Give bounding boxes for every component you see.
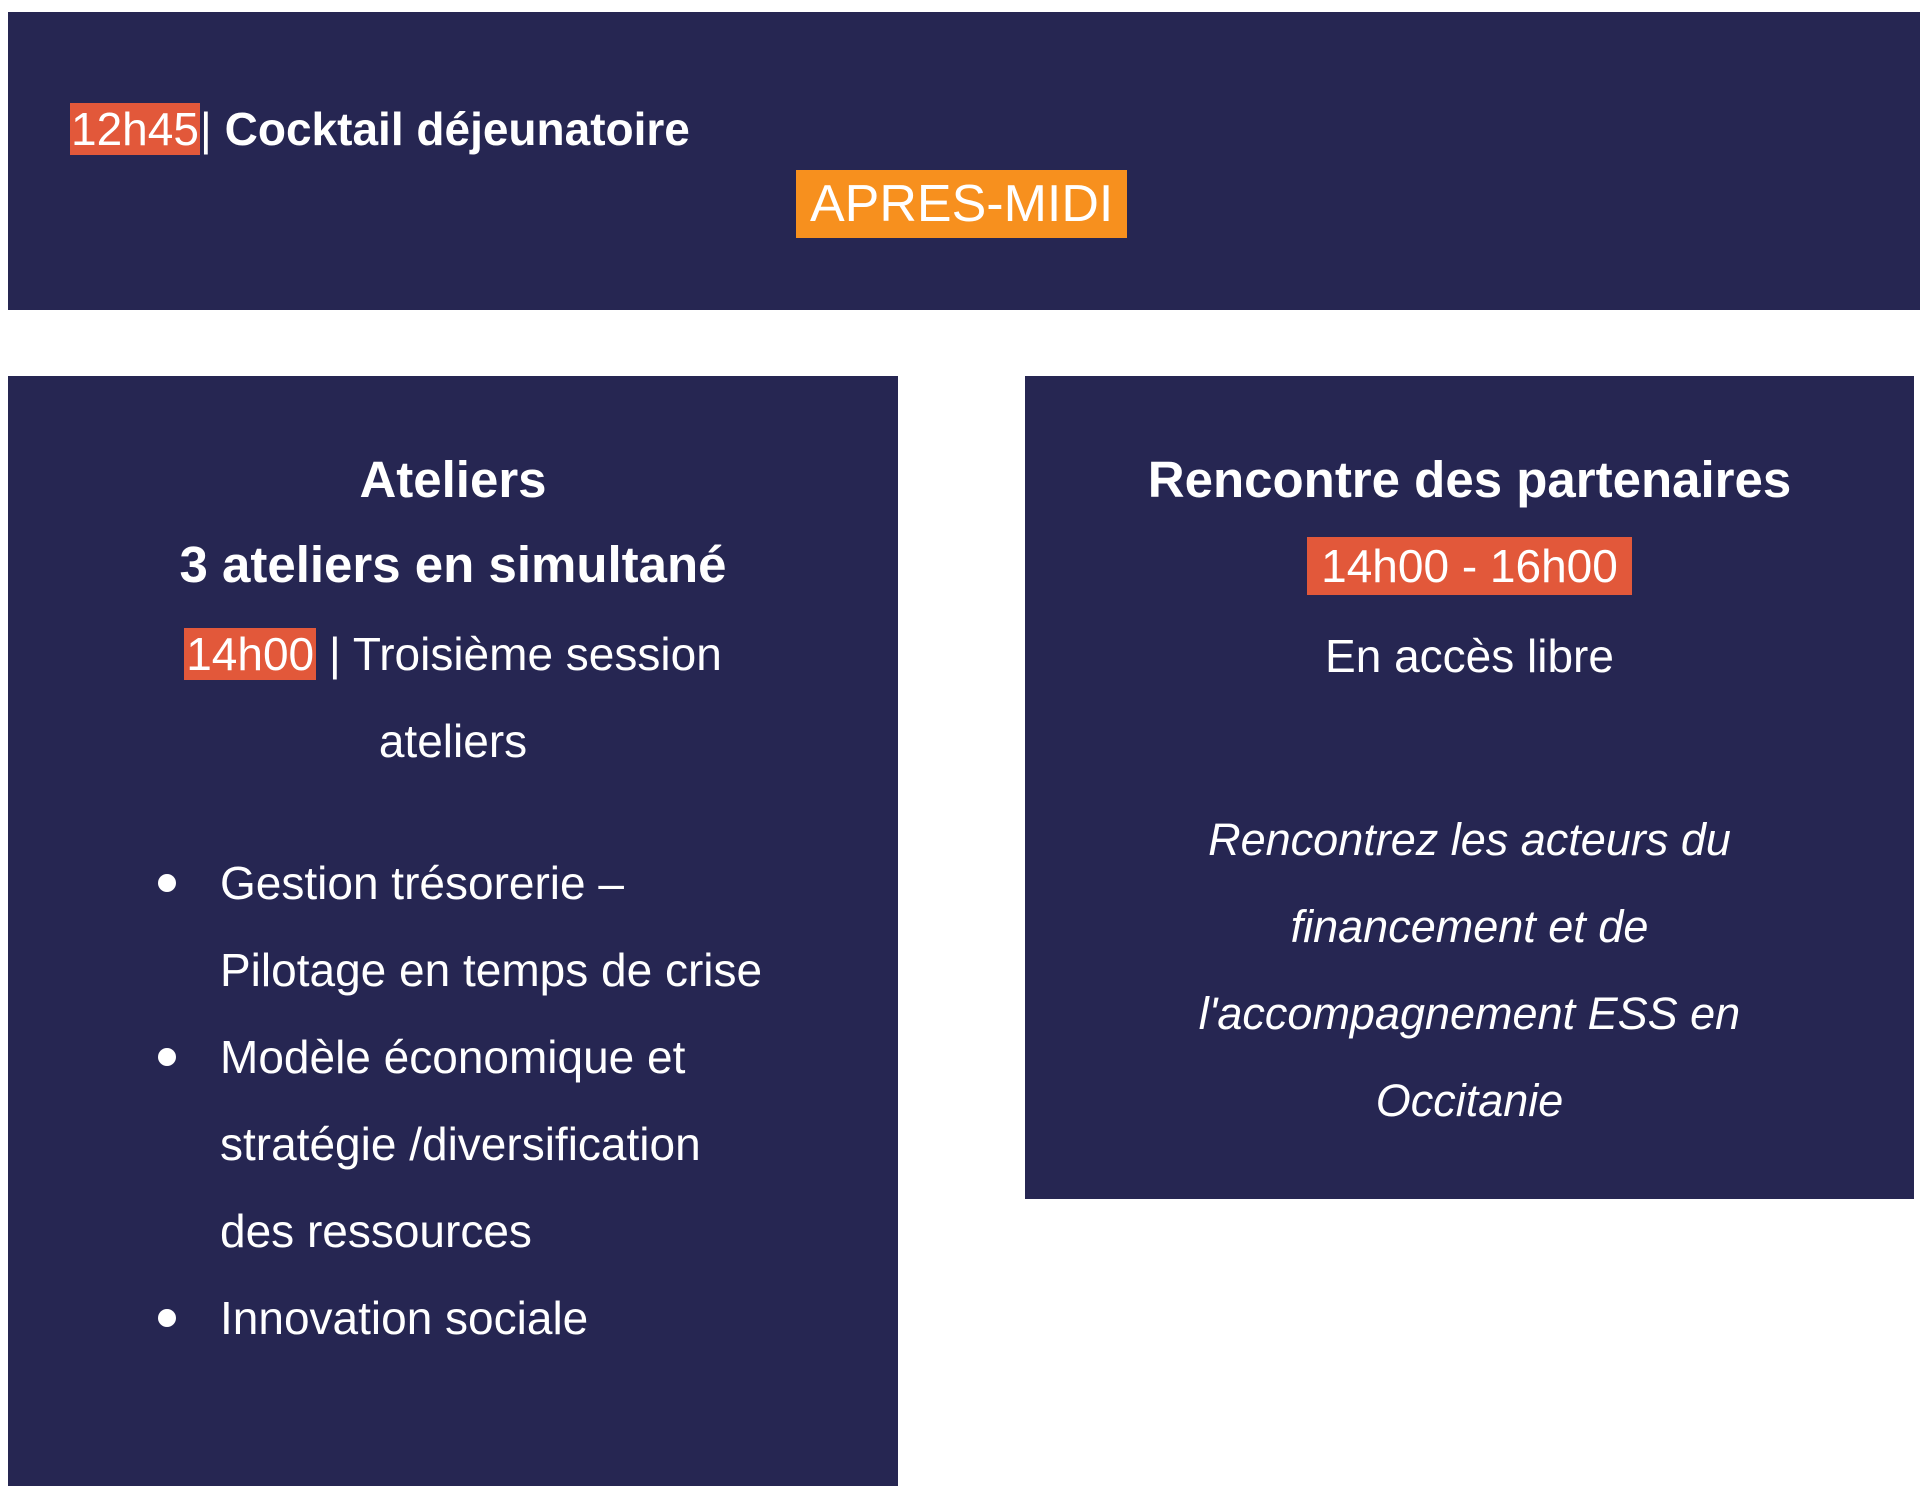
description-line: Rencontrez les acteurs du <box>1208 814 1731 865</box>
list-item <box>220 840 900 1014</box>
workshop-list <box>158 840 900 1362</box>
lunch-title: Cocktail déjeunatoire <box>224 103 690 155</box>
lunch-time-badge: 12h45 <box>71 103 199 155</box>
bullet-icon <box>158 874 176 892</box>
bullet-icon <box>158 1309 176 1327</box>
partners-time-line <box>1025 526 1914 606</box>
description-line: l'accompagnement ESS en <box>1198 988 1741 1039</box>
bullet-icon <box>158 1048 176 1066</box>
partners-time-badge: 14h00 - 16h00 <box>1307 537 1632 595</box>
partners-description <box>1065 796 1874 1144</box>
workshops-time-badge: 14h00 <box>186 628 315 680</box>
workshops-card <box>8 376 898 1486</box>
section-label-afternoon: APRES-MIDI <box>796 170 1127 238</box>
list-item-line: Gestion trésorerie – <box>220 857 624 909</box>
list-item-line: stratégie /diversification <box>220 1118 701 1170</box>
top-banner <box>8 12 1920 310</box>
lunch-line <box>70 94 690 164</box>
partners-title: Rencontre des partenaires <box>1147 451 1792 508</box>
workshops-session-line <box>8 610 898 698</box>
list-item-line: Pilotage en temps de crise <box>220 944 763 996</box>
workshops-session-text: Troisième session <box>352 628 722 680</box>
list-item <box>220 1014 900 1275</box>
workshops-subtitle: 3 ateliers en simultané <box>179 536 727 593</box>
workshops-title: Ateliers <box>359 451 547 508</box>
list-item-line: des ressources <box>220 1205 532 1257</box>
lunch-separator: | <box>199 103 212 155</box>
description-line: financement et de <box>1290 901 1649 952</box>
partners-access: En accès libre <box>1325 630 1614 682</box>
workshops-session-line-2: ateliers <box>378 715 528 767</box>
list-item-line: Innovation sociale <box>220 1292 589 1344</box>
workshops-separator: | <box>328 628 341 680</box>
description-line: Occitanie <box>1375 1075 1564 1126</box>
partners-card <box>1025 376 1914 1199</box>
list-item-line: Modèle économique et <box>220 1031 686 1083</box>
list-item <box>220 1275 900 1362</box>
